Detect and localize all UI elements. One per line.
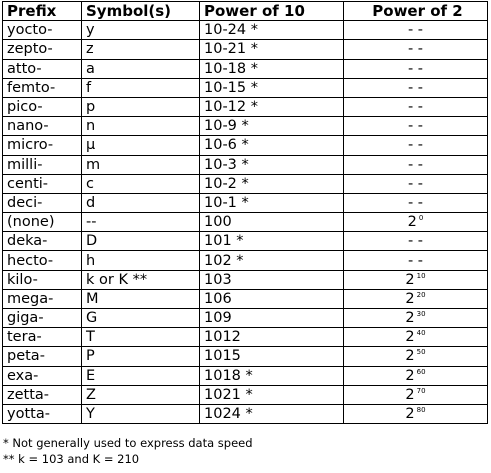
power-of-2-base: - - [407, 79, 424, 96]
power-of-2-exponent: 30 [416, 310, 426, 319]
symbol-cell: G [82, 309, 200, 328]
header-row [3, 2, 488, 21]
power-of-2-base: 2 [405, 290, 415, 307]
prefix-cell: mega- [3, 289, 82, 308]
power-of-2-cell [344, 347, 488, 366]
power-of-10-cell: 10-24 * [200, 21, 344, 40]
power-of-10-cell: 10-6 * [200, 136, 344, 155]
power-of-10-cell: 103 [200, 270, 344, 289]
prefix-cell: hecto- [3, 251, 82, 270]
table-row [3, 136, 488, 155]
power-of-10-cell: 10-3 * [200, 155, 344, 174]
power-of-2-cell [344, 117, 488, 136]
prefix-cell: deci- [3, 193, 82, 212]
symbol-cell: p [82, 97, 200, 116]
prefix-cell: kilo- [3, 270, 82, 289]
prefix-cell: milli- [3, 155, 82, 174]
power-of-2-cell [344, 270, 488, 289]
power-of-2-base: - - [407, 137, 424, 154]
table-row [3, 270, 488, 289]
power-of-2-cell [344, 193, 488, 212]
power-of-10-cell: 10-2 * [200, 174, 344, 193]
power-of-2-exponent: 0 [418, 214, 424, 223]
power-of-2-exponent: 40 [416, 329, 426, 338]
table-row [3, 21, 488, 40]
power-of-2-base: - - [407, 233, 424, 250]
table-row [3, 117, 488, 136]
prefix-cell: pico- [3, 97, 82, 116]
power-of-10-cell: 10-1 * [200, 193, 344, 212]
power-of-10-cell: 1015 [200, 347, 344, 366]
symbol-cell: d [82, 193, 200, 212]
power-of-2-cell [344, 136, 488, 155]
power-of-2-cell [344, 404, 488, 423]
table-row [3, 289, 488, 308]
power-of-2-base: 2 [405, 329, 415, 346]
prefix-table [2, 1, 488, 424]
power-of-2-cell [344, 232, 488, 251]
symbol-cell: -- [82, 213, 200, 232]
table-row [3, 78, 488, 97]
symbol-cell: E [82, 366, 200, 385]
power-of-10-cell: 10-15 * [200, 78, 344, 97]
symbol-cell: D [82, 232, 200, 251]
power-of-2-exponent: 20 [416, 290, 426, 299]
power-of-2-cell [344, 213, 488, 232]
power-of-2-cell [344, 289, 488, 308]
symbol-cell: Z [82, 385, 200, 404]
power-of-2-base: - - [407, 156, 424, 173]
power-of-10-cell: 109 [200, 309, 344, 328]
power-of-10-cell: 10-18 * [200, 59, 344, 78]
table-row [3, 193, 488, 212]
table-row [3, 97, 488, 116]
power-of-2-exponent: 70 [416, 386, 426, 395]
power-of-10-cell: 1024 * [200, 404, 344, 423]
power-of-2-cell [344, 97, 488, 116]
symbol-cell: m [82, 155, 200, 174]
table-row [3, 155, 488, 174]
prefix-cell: zepto- [3, 40, 82, 59]
power-of-10-cell: 101 * [200, 232, 344, 251]
power-of-2-cell [344, 366, 488, 385]
symbol-cell: µ [82, 136, 200, 155]
power-of-2-exponent: 80 [416, 406, 426, 415]
table-row [3, 347, 488, 366]
prefix-cell: femto- [3, 78, 82, 97]
table-row [3, 174, 488, 193]
symbol-cell: a [82, 59, 200, 78]
prefix-cell: zetta- [3, 385, 82, 404]
prefix-cell: exa- [3, 366, 82, 385]
table-row [3, 59, 488, 78]
symbol-cell: n [82, 117, 200, 136]
prefix-cell: yotta- [3, 404, 82, 423]
footnotes [3, 436, 253, 467]
power-of-10-cell: 10-12 * [200, 97, 344, 116]
table-row [3, 328, 488, 347]
header-symbols: Symbol(s) [82, 2, 200, 21]
header-power-of-2: Power of 2 [344, 2, 488, 21]
power-of-2-base: - - [407, 60, 424, 77]
power-of-2-base: - - [407, 99, 424, 116]
symbol-cell: y [82, 21, 200, 40]
prefix-cell: nano- [3, 117, 82, 136]
prefix-cell: atto- [3, 59, 82, 78]
table-row [3, 366, 488, 385]
header-power-of-10: Power of 10 [200, 2, 344, 21]
symbol-cell: P [82, 347, 200, 366]
power-of-10-cell: 1012 [200, 328, 344, 347]
prefix-cell: deka- [3, 232, 82, 251]
table-row [3, 251, 488, 270]
power-of-2-base: - - [407, 194, 424, 211]
table-body [3, 21, 488, 424]
power-of-2-base: - - [407, 175, 424, 192]
header-prefix: Prefix [3, 2, 82, 21]
power-of-2-base: 2 [405, 348, 415, 365]
power-of-2-base: - - [407, 22, 424, 39]
power-of-2-cell [344, 78, 488, 97]
prefix-cell: (none) [3, 213, 82, 232]
power-of-2-base: 2 [405, 367, 415, 384]
power-of-2-base: - - [407, 252, 424, 269]
power-of-2-cell [344, 309, 488, 328]
footnote-k-definition: ** k = 103 and K = 210 [3, 451, 140, 466]
power-of-10-cell: 100 [200, 213, 344, 232]
power-of-2-base: 2 [405, 310, 415, 327]
footnote-not-used: * Not generally used to express data speed [3, 436, 253, 450]
power-of-2-cell [344, 40, 488, 59]
power-of-10-cell: 10-9 * [200, 117, 344, 136]
symbol-cell: c [82, 174, 200, 193]
power-of-2-exponent: 10 [416, 271, 426, 280]
power-of-10-cell: 1018 * [200, 366, 344, 385]
power-of-2-cell [344, 155, 488, 174]
prefix-cell: yocto- [3, 21, 82, 40]
symbol-cell: z [82, 40, 200, 59]
power-of-2-base: 2 [405, 406, 415, 423]
prefix-cell: peta- [3, 347, 82, 366]
table-row [3, 309, 488, 328]
table-row [3, 404, 488, 423]
power-of-10-cell: 106 [200, 289, 344, 308]
power-of-2-cell [344, 21, 488, 40]
table-row [3, 232, 488, 251]
symbol-cell: h [82, 251, 200, 270]
power-of-2-exponent: 60 [416, 367, 426, 376]
power-of-2-base: 2 [405, 271, 415, 288]
power-of-2-cell [344, 385, 488, 404]
power-of-10-cell: 10-21 * [200, 40, 344, 59]
prefix-cell: micro- [3, 136, 82, 155]
symbol-cell: f [82, 78, 200, 97]
prefix-cell: centi- [3, 174, 82, 193]
symbol-cell: k or K ** [82, 270, 200, 289]
power-of-2-cell [344, 174, 488, 193]
power-of-2-base: 2 [405, 386, 415, 403]
power-of-10-cell: 102 * [200, 251, 344, 270]
power-of-2-exponent: 50 [416, 348, 426, 357]
prefix-cell: tera- [3, 328, 82, 347]
power-of-2-cell [344, 59, 488, 78]
power-of-10-cell: 1021 * [200, 385, 344, 404]
prefix-cell: giga- [3, 309, 82, 328]
power-of-2-cell [344, 328, 488, 347]
table-row [3, 40, 488, 59]
power-of-2-base: 2 [407, 214, 417, 231]
table-row [3, 213, 488, 232]
symbol-cell: T [82, 328, 200, 347]
table-row [3, 385, 488, 404]
power-of-2-base: - - [407, 118, 424, 135]
symbol-cell: M [82, 289, 200, 308]
symbol-cell: Y [82, 404, 200, 423]
power-of-2-cell [344, 251, 488, 270]
power-of-2-base: - - [407, 41, 424, 58]
